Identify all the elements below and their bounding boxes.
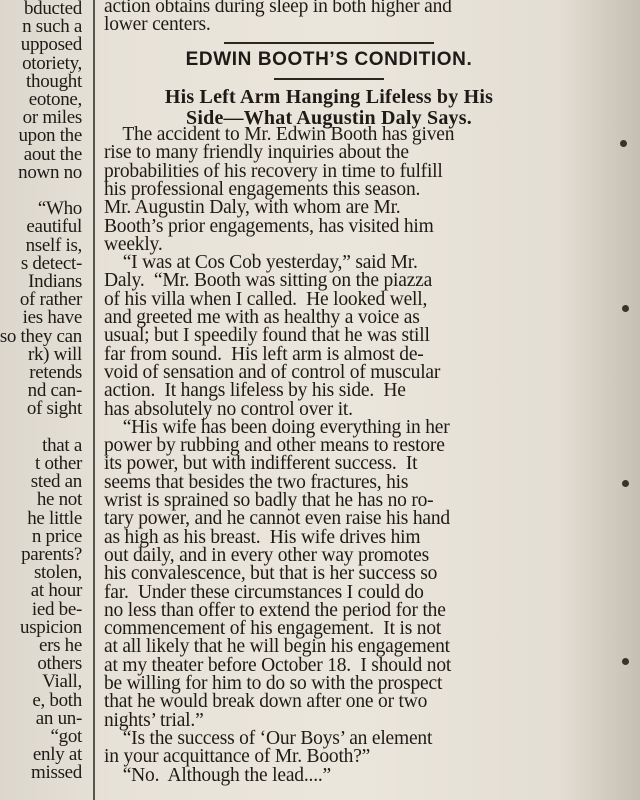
left-column-line: nself is,	[25, 234, 82, 256]
left-column-line: ers he	[38, 635, 82, 656]
left-column-line: upposed	[20, 34, 82, 56]
left-column-line: missed	[31, 762, 82, 784]
article-body-line: Booth’s prior engagements, has visited him	[104, 215, 434, 237]
left-column-line: “got	[50, 726, 82, 747]
left-column-line: or miles	[22, 107, 82, 129]
top-fragment-line-1: action obtains during sleep in both higher and	[104, 0, 452, 17]
article-body-line: “I was at Cos Cob yesterday,” said Mr.	[104, 252, 418, 274]
left-column-line: he little	[27, 507, 82, 529]
article-body-line: power by rubbing and other means to restore	[104, 435, 445, 457]
article-column	[104, 0, 554, 800]
left-column-line: upon the	[18, 125, 82, 147]
left-column-line: thought	[26, 70, 82, 92]
binding-hole-mark	[622, 305, 629, 312]
article-body-line: that he would break down after one or two	[104, 691, 428, 713]
article-body-line: be willing for him to do so with the prospect	[104, 673, 443, 694]
article-body-line: usual; but I speedily found that he was still	[104, 325, 430, 347]
left-column-line: n price	[31, 525, 82, 547]
left-column-line: stolen,	[33, 562, 82, 584]
article-body-line: has absolutely no control over it.	[104, 398, 353, 420]
article-body-line: his convalescence, but that is her success so	[104, 563, 438, 585]
left-column-line: so they can	[0, 325, 82, 347]
left-column-line: he not	[36, 489, 82, 511]
left-column-line: of rather	[19, 289, 82, 311]
article-body-line: Mr. Augustin Daly, with whom are Mr.	[104, 197, 401, 219]
article-body-line: nights’ trial.”	[104, 709, 204, 731]
column-divider	[93, 0, 95, 800]
left-column-line: retends	[29, 362, 82, 383]
left-column-line: nd can-	[27, 380, 82, 402]
article-body-line: The accident to Mr. Edwin Booth has given	[104, 124, 455, 145]
left-column-line: Viall,	[42, 671, 82, 693]
article-body-line: out daily, and in every other way promotes	[104, 544, 429, 566]
left-column-line: eotone,	[28, 89, 82, 110]
left-column-line: of sight	[26, 398, 82, 420]
article-body-line: “His wife has been doing everything in her	[104, 416, 450, 438]
left-column-line: uspicion	[20, 616, 82, 638]
left-column-line: bducted	[23, 0, 82, 19]
article-body-line: commencement of his engagement. It is not	[104, 618, 442, 640]
left-column-line: Indians	[28, 271, 82, 292]
left-column-fragment	[0, 0, 86, 800]
binding-hole-mark	[620, 140, 627, 147]
binding-hole-mark	[622, 658, 629, 665]
article-body-line: rise to many friendly inquiries about the	[104, 142, 409, 164]
article-body-line: its power, but with indifferent success. It	[104, 453, 418, 475]
article-body-line: seems that besides the two fractures, his	[104, 471, 409, 493]
article-body-line: tary power, and he cannot even raise his hand	[104, 508, 450, 530]
left-column-line: “Who	[37, 198, 82, 220]
left-column-line: t other	[35, 453, 82, 474]
binding-hole-mark	[622, 480, 629, 487]
article-body-line: void of sensation and of control of muscular	[104, 361, 441, 383]
left-column-line: ied be-	[31, 598, 82, 620]
article-body-line: no less than offer to extend the period for the	[104, 599, 446, 621]
section-rule	[224, 42, 434, 44]
article-body-line: wrist is sprained so badly that he has no ro-	[104, 490, 434, 511]
left-column-line: otoriety,	[22, 52, 82, 74]
left-column-line: n such a	[22, 16, 82, 38]
left-column-line: enly at	[32, 744, 82, 766]
article-body-line: “Is the success of ‘Our Boys’ an element	[104, 727, 433, 749]
left-column-line: others	[37, 653, 82, 675]
left-column-line: eautiful	[26, 216, 82, 238]
left-column-line: e, both	[32, 689, 82, 711]
left-column-line: at hour	[30, 580, 82, 602]
article-body-line: at all likely that he will begin his engagement	[104, 636, 450, 658]
article-body-line: in your acquittance of Mr. Booth?”	[104, 746, 371, 768]
left-column-line: rk) will	[27, 343, 82, 365]
article-body-line: of his villa when I called. He looked well,	[104, 288, 428, 310]
left-column-line: ies have	[22, 307, 82, 329]
article-body-line: at my theater before October 18. I should not	[104, 654, 452, 676]
article-body-line: Daly. “Mr. Booth was sitting on the piazza	[104, 270, 433, 292]
left-column-line: parents?	[21, 544, 82, 565]
article-body-line: probabilities of his recovery in time to fulfill	[104, 160, 443, 182]
article-body-line: action. It hangs lifeless by his side. He	[104, 380, 406, 402]
article-body-line: his professional engagements this season.	[104, 178, 421, 200]
subheadline-line-1: His Left Arm Hanging Lifeless by His	[164, 86, 494, 108]
left-column-line: that a	[42, 434, 82, 456]
headline-rule	[274, 78, 384, 80]
subheadline-line-2: Side—What Augustin Daly Says.	[186, 107, 472, 129]
article-body-line: weekly.	[104, 233, 163, 255]
article-body-line: as high as his breast. His wife drives him	[104, 526, 421, 548]
right-margin	[556, 0, 640, 800]
headline: EDWIN BOOTH’S CONDITION.	[185, 49, 473, 70]
article-body-line: far. Under these circumstances I could do	[104, 581, 424, 603]
article-body-line: and greeted me with as healthy a voice as	[104, 307, 420, 328]
left-column-line: an un-	[35, 707, 82, 729]
left-column-line: sted an	[30, 471, 82, 493]
article-body-line: “No. Although the lead....”	[104, 764, 332, 786]
left-column-line: aout the	[23, 143, 82, 165]
top-fragment-line-2: lower centers.	[104, 14, 211, 35]
left-column-line: nown no	[18, 161, 82, 183]
left-column-line: s detect-	[20, 252, 82, 274]
article-body-line: far from sound. His left arm is almost de-	[104, 343, 424, 365]
